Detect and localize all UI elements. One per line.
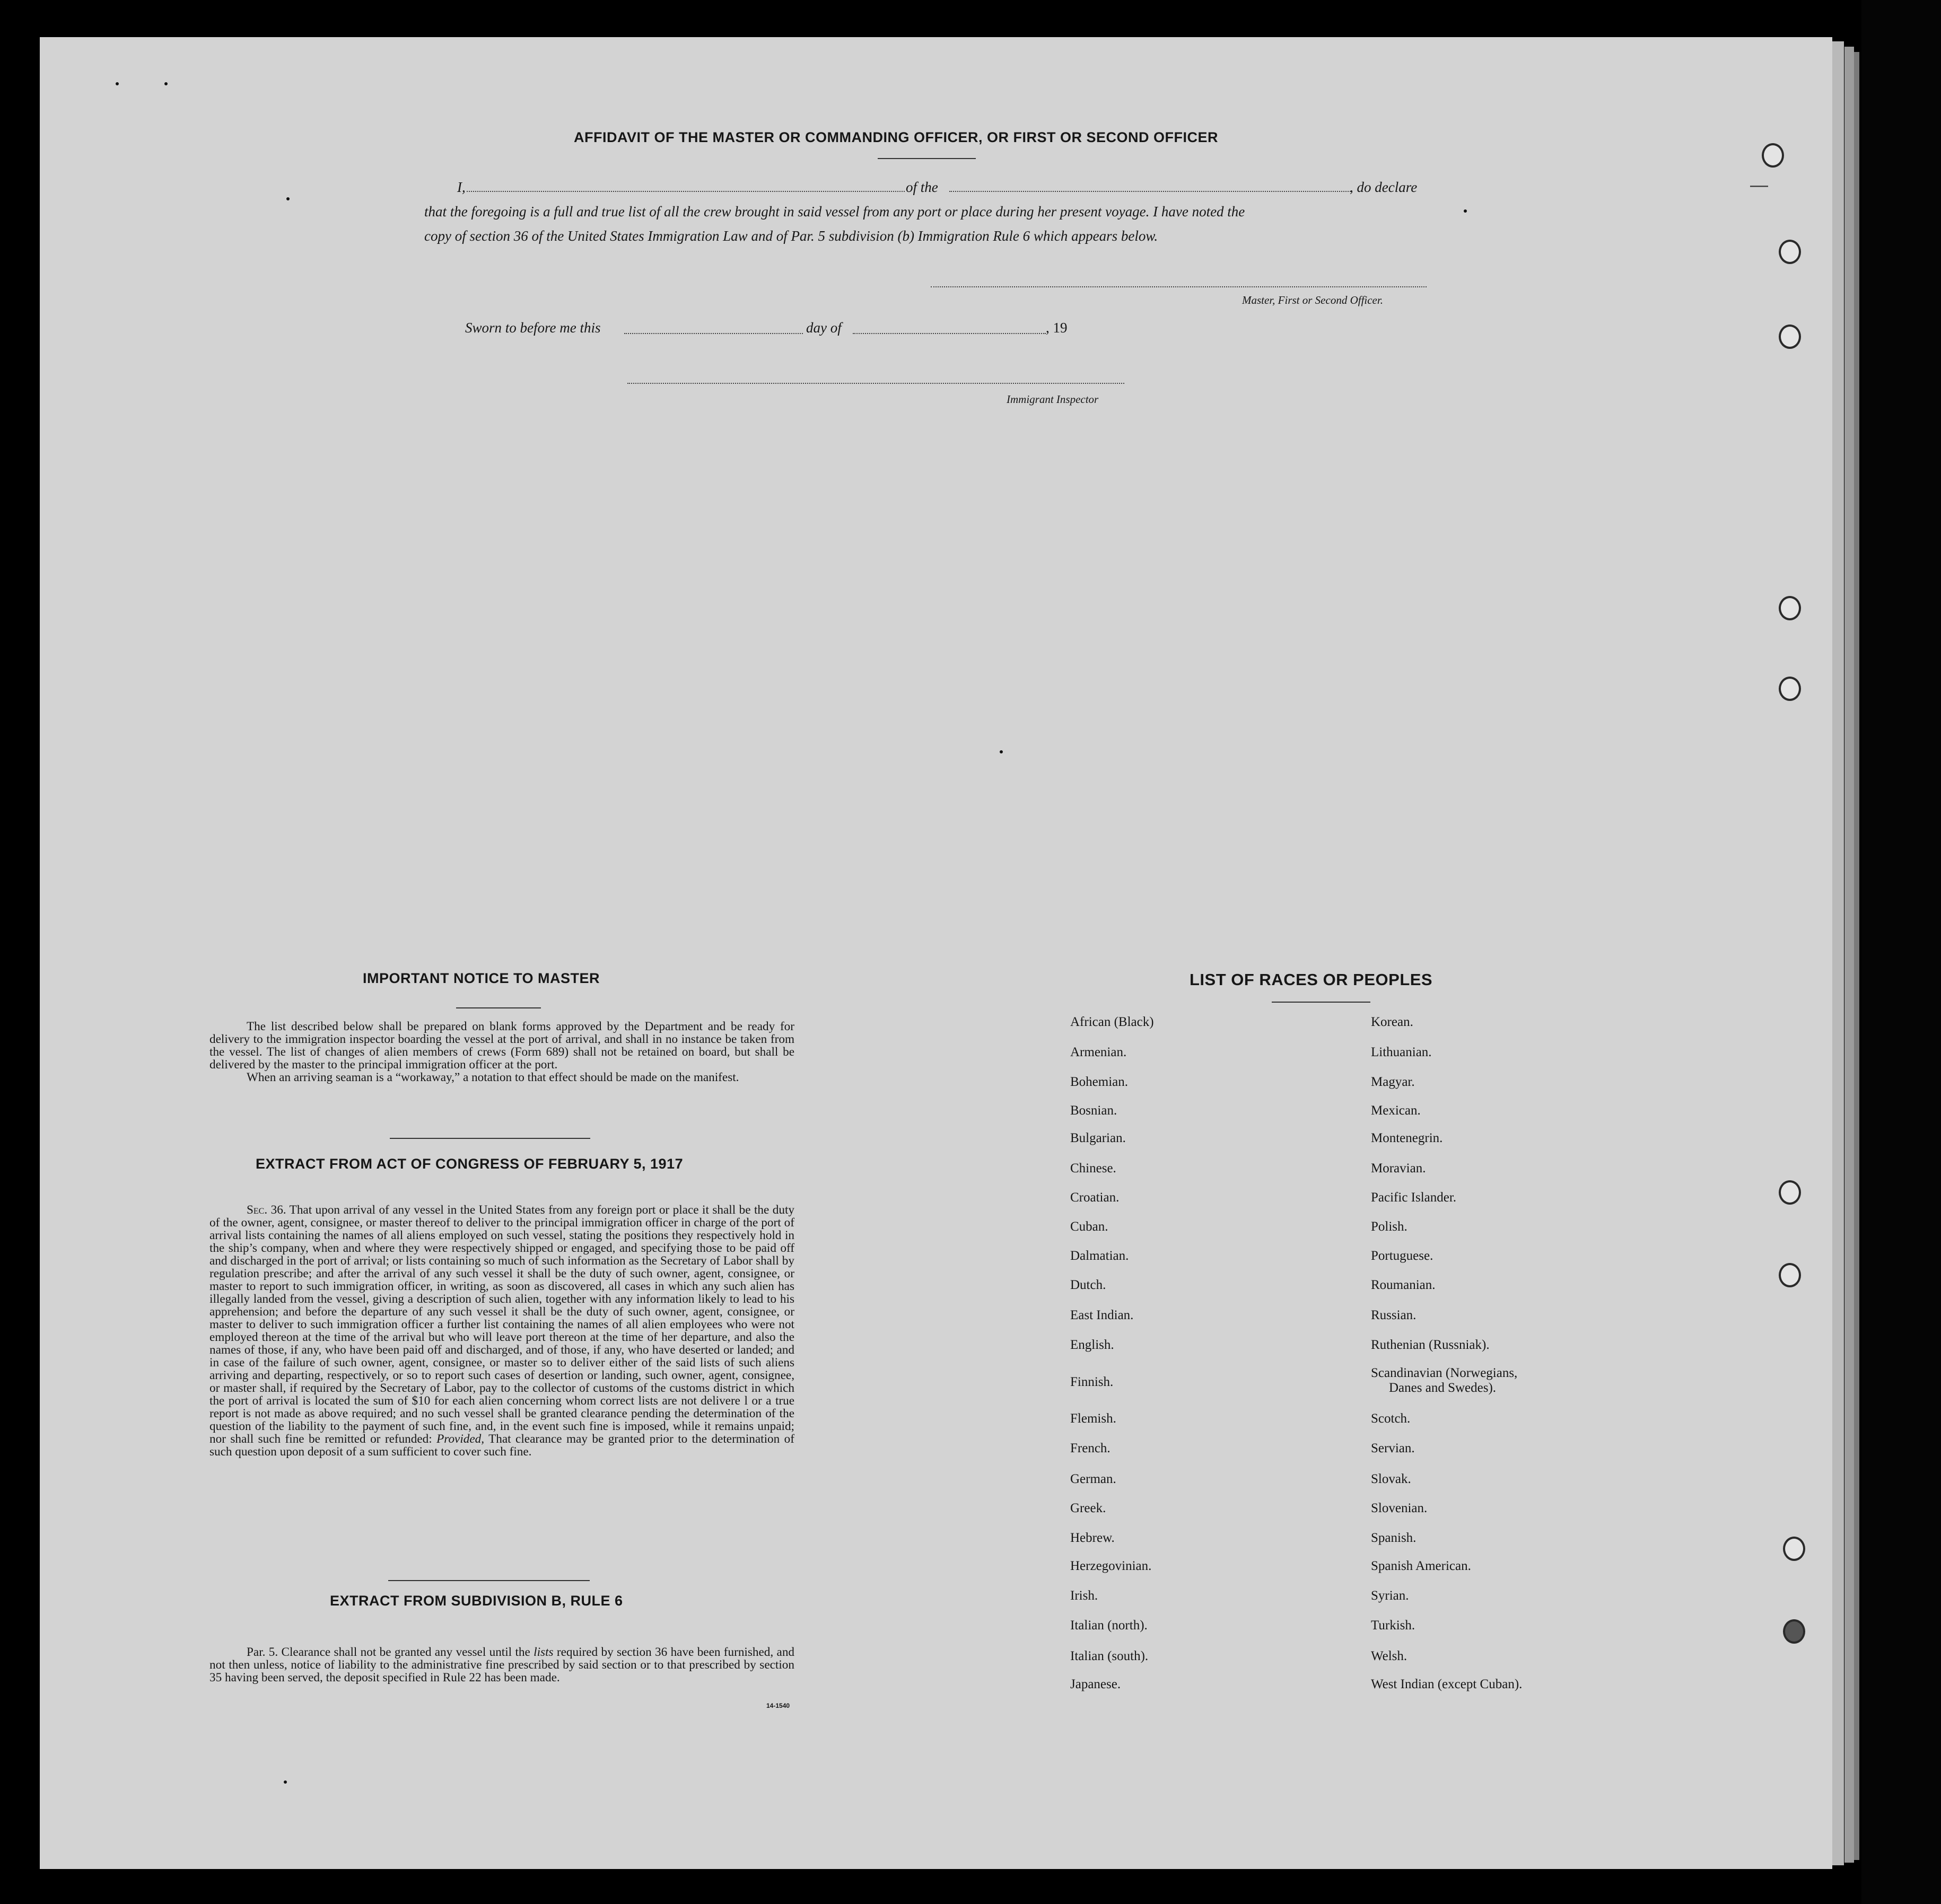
extract-rule-body	[209, 1646, 794, 1684]
binder-hole	[1762, 143, 1784, 168]
race-left-item: German.	[1070, 1472, 1116, 1486]
form-number: 14-1540	[766, 1702, 790, 1709]
races-title: LIST OF RACES OR PEOPLES	[1190, 970, 1433, 989]
act-text: That upon arrival of any vessel in the United States from any foreign port or place it shall be the duty of the owner, agent, consignee, or master thereof to deliver to the principal immigration officer in charge of the port of arrival lists containing the names of all aliens employed on such vessel, stating the positions they respectively hold in the ship’s company, when and where they were respectively shipped or engaged, and specifying those to be paid off and discharged in the port of arrival; or lists containing so much of such information as the Secretary of Labor shall by regulation prescribe; and after the arrival of any such vessel it shall be the duty of such owner, agent, consignee, or master to report to such immigration officer, in writing, as soon as discovered, all cases in which any such alien has illegally landed from the vessel, giving a description of such alien, together with any information likely to lead to his apprehension; and before the departure of any such vessel it shall be the duty of such owner, agent, consignee, or master to deliver to such immigration officer a further list containing the names of all alien employees who were not employed thereon at the time of the arrival but who will leave port thereon at the time of her departure, and also the names of those, if any, who have been paid off and discharged, and of those, if any, who have deserted or landed; and in case of the failure of such owner, agent, consignee, or master so to deliver either of the said lists of such aliens arriving and departing, respectively, or so to report such cases of desertion or landing, such owner, agent, consignee, or master shall, if required by the Secretary of Labor, pay to the collector of customs of the customs district in which the port of arrival is located the sum of $10 for each alien concerning whom correct lists are not delivere l or a true report is not made as above required; and no such vessel shall be granted clearance pending the determination of the question of the liability to the payment of such fine, and, in the event such fine is imposed, while it remains unpaid; nor shall such fine be remitted or refunded:	[209, 1203, 795, 1446]
page-edge	[1854, 52, 1859, 1860]
race-left-item: Cuban.	[1070, 1219, 1108, 1234]
race-right-item: Syrian.	[1371, 1589, 1409, 1603]
act-text: That clearance may be granted prior to the determination of such question upon deposit of a sum sufficient to cover such fine.	[209, 1432, 794, 1459]
extract-act-body	[209, 1204, 794, 1458]
race-left-item: Irish.	[1070, 1589, 1098, 1603]
race-right-item: Pacific Islander.	[1371, 1190, 1457, 1205]
race-left-item: Croatian.	[1070, 1190, 1120, 1205]
race-right-item: Portuguese.	[1371, 1249, 1433, 1263]
race-right-item: Roumanian.	[1371, 1278, 1436, 1292]
race-left-item: Italian (south).	[1070, 1649, 1149, 1663]
officer-signature-line[interactable]	[931, 286, 1427, 287]
scan-speck	[1464, 209, 1467, 213]
race-right-item: Spanish American.	[1371, 1559, 1471, 1573]
notice-title: IMPORTANT NOTICE TO MASTER	[363, 970, 600, 986]
race-left-item: East Indian.	[1070, 1308, 1134, 1322]
race-right-item: Slovenian.	[1371, 1501, 1428, 1515]
race-left-item: Dutch.	[1070, 1278, 1106, 1292]
scan-speck	[116, 82, 119, 85]
page-edge	[1844, 47, 1854, 1863]
notice-body	[209, 1020, 794, 1084]
sworn-day-blank[interactable]	[624, 333, 803, 334]
binder-hole	[1779, 1180, 1801, 1205]
race-left-item: French.	[1070, 1441, 1111, 1455]
affidavit-line3: copy of section 36 of the United States Immigration Law and of Par. 5 subdivision (b) Immigration Rule 6 which appears below.	[424, 228, 1158, 244]
margin-mark: —	[1750, 175, 1768, 195]
race-right-item: Korean.	[1371, 1015, 1413, 1029]
race-right-item: Spanish.	[1371, 1531, 1417, 1545]
title-rule	[878, 158, 976, 159]
binder-hole	[1779, 677, 1801, 701]
race-left-item: Italian (north).	[1070, 1618, 1148, 1633]
race-left-item: Bohemian.	[1070, 1075, 1129, 1089]
section-rule	[388, 1580, 590, 1581]
notice-paragraph: The list described below shall be prepared on blank forms approved by the Department and be ready for delivery to the immigration inspector boarding the vessel at the port of arrival, and shall in no instance be taken from the vessel. The list of changes of alien members of crews (Form 689) shall not be retained on board, but shall be delivered by the master to the principal immigration officer at the port.	[209, 1020, 794, 1072]
race-left-item: Flemish.	[1070, 1411, 1116, 1426]
notice-rule	[456, 1007, 541, 1008]
extract-act-title: EXTRACT FROM ACT OF CONGRESS OF FEBRUARY 5, 1917	[256, 1156, 684, 1172]
vessel-blank[interactable]	[949, 191, 1352, 192]
affidavit-title: AFFIDAVIT OF THE MASTER OR COMMANDING OFFICER, OR FIRST OR SECOND OFFICER	[574, 129, 1218, 145]
race-right-item: Mexican.	[1371, 1103, 1421, 1118]
rule-text: Par. 5. Clearance shall not be granted any vessel until the	[247, 1645, 534, 1659]
scan-border	[1861, 0, 1941, 1904]
race-right-item: Welsh.	[1371, 1649, 1407, 1663]
race-left-item: Greek.	[1070, 1501, 1106, 1515]
document-page	[40, 37, 1832, 1869]
binder-hole	[1779, 1263, 1801, 1287]
notice-paragraph: When an arriving seaman is a “workaway,” a notation to that effect should be made on the manifest.	[247, 1071, 739, 1084]
sworn-month-blank[interactable]	[853, 333, 1046, 334]
race-left-item: Herzegovinian.	[1070, 1559, 1152, 1573]
race-right-item: Servian.	[1371, 1441, 1415, 1455]
affidavit-line2: that the foregoing is a full and true list of all the crew brought in said vessel from any port or place during her present voyage. I have noted the	[424, 204, 1245, 220]
race-left-item: Dalmatian.	[1070, 1249, 1129, 1263]
scan-speck	[286, 197, 290, 200]
race-left-item: African (Black)	[1070, 1015, 1154, 1029]
race-right-item: West Indian (except Cuban).	[1371, 1677, 1523, 1691]
officer-signature-caption: Master, First or Second Officer.	[1242, 294, 1383, 306]
sworn-year: , 19	[1046, 320, 1068, 336]
scan-speck	[164, 82, 168, 85]
race-right-item: Ruthenian (Russniak).	[1371, 1338, 1490, 1352]
section-label: Sec. 36.	[247, 1203, 286, 1217]
provided-word: Provided,	[436, 1432, 485, 1446]
extract-rule-title: EXTRACT FROM SUBDIVISION B, RULE 6	[330, 1593, 623, 1609]
race-right-item: Slovak.	[1371, 1472, 1411, 1486]
scan-speck	[1000, 750, 1003, 753]
affidavit-line1-do-declare: , do declare	[1350, 179, 1418, 195]
race-left-item: Bosnian.	[1070, 1103, 1117, 1118]
race-left-item: Japanese.	[1070, 1677, 1121, 1691]
affidavit-line1-i: I,	[457, 179, 466, 195]
lists-word: lists	[534, 1645, 554, 1659]
section-rule	[390, 1138, 590, 1139]
name-blank[interactable]	[467, 191, 905, 192]
race-left-item: English.	[1070, 1338, 1114, 1352]
rule-text: required by section 36 have been furnished, and not then unless, notice of liability to the administrative fine prescribed by said section or to that prescribed by section 35 having been served, the deposit specified in Rule 22 has been made.	[209, 1645, 795, 1684]
race-left-item: Armenian.	[1070, 1045, 1127, 1059]
scan-speck	[284, 1780, 287, 1784]
page-edge	[1832, 41, 1844, 1865]
race-right-item: Magyar.	[1371, 1075, 1415, 1089]
race-right-item: Moravian.	[1371, 1161, 1426, 1175]
race-right-item: Polish.	[1371, 1219, 1407, 1234]
race-left-item: Hebrew.	[1070, 1531, 1115, 1545]
race-left-item: Chinese.	[1070, 1161, 1116, 1175]
race-left-item: Finnish.	[1070, 1375, 1114, 1389]
binder-hole	[1779, 596, 1801, 620]
race-right-item: Turkish.	[1371, 1618, 1415, 1633]
sworn-day-of: day of	[806, 320, 842, 336]
race-right-item: Scotch.	[1371, 1411, 1411, 1426]
binder-hole	[1779, 324, 1801, 349]
binder-hole	[1783, 1537, 1805, 1561]
inspector-signature-line[interactable]	[627, 383, 1124, 384]
race-right-item: Russian.	[1371, 1308, 1417, 1322]
affidavit-line1-of-the: of the	[906, 179, 938, 195]
sworn-prefix: Sworn to before me this	[465, 320, 601, 336]
race-right-item: Scandinavian (Norwegians, Danes and Swedes).	[1371, 1366, 1518, 1395]
binder-hole	[1779, 240, 1801, 264]
race-left-item: Bulgarian.	[1070, 1131, 1126, 1145]
race-right-item: Lithuanian.	[1371, 1045, 1432, 1059]
races-rule	[1272, 1002, 1370, 1003]
inspector-caption: Immigrant Inspector	[1007, 393, 1099, 406]
race-right-item: Montenegrin.	[1371, 1131, 1443, 1145]
binder-hole	[1783, 1619, 1805, 1644]
